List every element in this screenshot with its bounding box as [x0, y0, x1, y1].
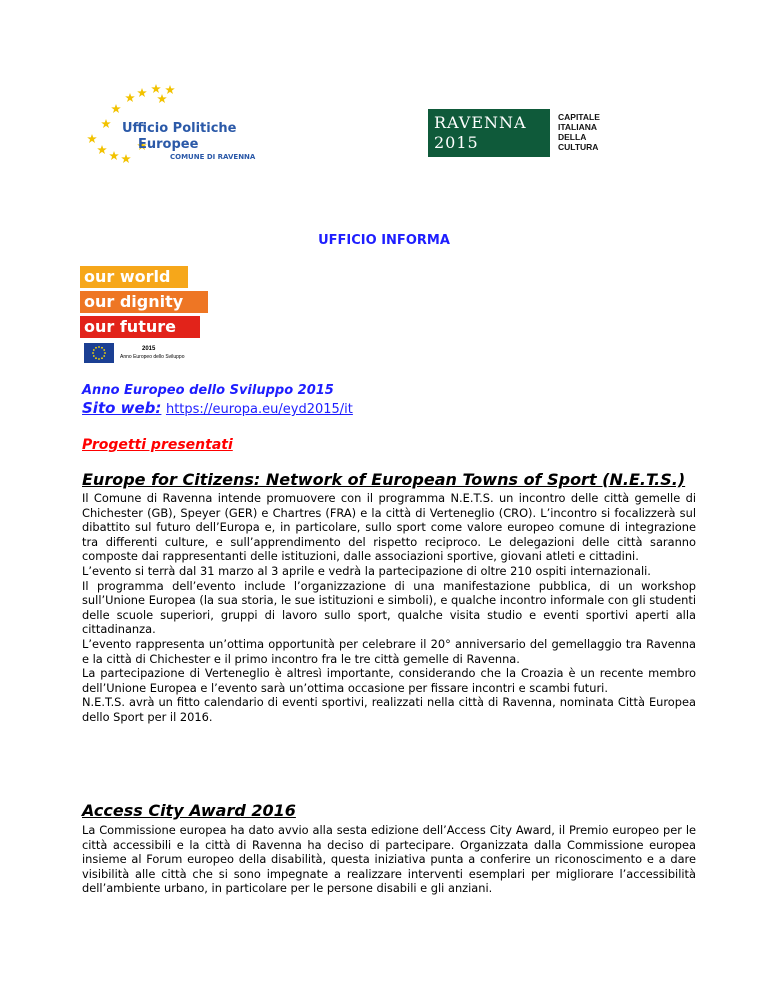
ravenna-caption-3: DELLA: [558, 132, 587, 142]
nets-section-body: [82, 491, 696, 725]
logo-text-line3: COMUNE DI RAVENNA: [170, 153, 256, 161]
sito-web-link[interactable]: https://europa.eu/eyd2015/it: [165, 402, 353, 417]
ravenna-caption-4: CULTURA: [558, 142, 599, 152]
eu-flag-icon: [84, 343, 114, 363]
progetti-presentati-heading: Progetti presentati: [82, 437, 233, 453]
eyd-year-subtitle: Anno Europeo dello Sviluppo: [120, 354, 185, 360]
logo-text-line1: Ufficio Politiche: [122, 121, 237, 136]
eyd-band-world: our world: [80, 266, 188, 288]
nets-paragraph: La partecipazione di Verteneglio è altresì importante, considerando che la Croazia è un recente membro dell’Unione Europea e l’evento sarà un’ottima occasione per fissare incontri e scambi futuri.: [82, 666, 696, 695]
page-heading: UFFICIO INFORMA: [318, 233, 450, 248]
sito-web-label: Sito web:: [82, 399, 162, 417]
ravenna-caption-2: ITALIANA: [558, 122, 598, 132]
ufficio-politiche-europee-logo: [78, 84, 283, 166]
ravenna-caption-1: CAPITALE: [558, 112, 600, 122]
logo-text-line2: Europee: [138, 137, 199, 152]
nets-paragraph: L’evento rappresenta un’ottima opportunità per celebrare il 20° anniversario del gemellaggio tra Ravenna e la città di Chichester e il primo incontro fra le tre città gemelle di Ravenna.: [82, 636, 696, 666]
eyd-band-dignity: our dignity: [80, 291, 208, 313]
eyd-band-future: our future: [80, 316, 200, 338]
nets-paragraph: Il Comune di Ravenna intende promuovere con il programma N.E.T.S. un incontro delle città gemelle di Chichester (GB), Speyer (GER) e Chartres (FRA) e la città di Verteneglio (CRO). L’incontro si focalizzerà sul dibattito sul futuro dell’Europa e, in particolare, sullo sport come valore europeo comune di integrazione tra differenti culture, e sull’apprendimento del rispetto reciproco. Le delegazioni delle città saranno composte dai rappresentanti delle istituzioni, dalle associazioni sportive, giovani atleti e cittadini.: [82, 491, 696, 564]
access-paragraph: La Commissione europea ha dato avvio alla sesta edizione dell’Access City Award, il Premio europeo per le città accessibili e la città di Ravenna ha deciso di partecipare. Organizzata dalla Commissione europea insieme al Forum europeo della disabilità, questa iniziativa punta a conferire un riconoscimento e a dare visibilità alle città che si sono impegnate a realizzare interventi esemplari per migliorare l’accessibilità dell’ambiente urbano, in particolare per le persone disabili e gli anziani.: [82, 823, 696, 896]
nets-paragraph: Il programma dell’evento include l’organizzazione di una manifestazione pubblica, di un workshop sull’Unione Europea (la sua storia, le sue istituzioni e simboli), e qualche incontro informale con gli studenti delle scuole superiori, gruppi di lavoro sullo sport, qualche visita studio e eventi sportivi aperti alla cittadinanza.: [82, 578, 696, 637]
access-city-section-title: Access City Award 2016: [82, 801, 296, 820]
nets-paragraph: N.E.T.S. avrà un fitto calendario di eventi sportivi, realizzati nella città di Ravenna, nominata Città Europea dello Sport per il 2016.: [82, 695, 696, 724]
nets-section-title: Europe for Citizens: Network of European Towns of Sport (N.E.T.S.): [82, 470, 686, 489]
eyd-year: 2015: [142, 346, 156, 352]
ravenna-logo-line2: 2015: [434, 133, 479, 152]
eyd-2015-logo: [80, 266, 212, 366]
access-city-section-body: [82, 823, 696, 896]
anno-europeo-title: Anno Europeo dello Sviluppo 2015: [82, 383, 334, 398]
ravenna-logo-line1: RAVENNA: [434, 113, 527, 132]
nets-paragraph: L’evento si terrà dal 31 marzo al 3 aprile e vedrà la partecipazione di oltre 210 ospiti internazionali.: [82, 563, 651, 578]
sito-web-row: [82, 399, 353, 417]
ravenna-2015-logo: [428, 109, 603, 157]
